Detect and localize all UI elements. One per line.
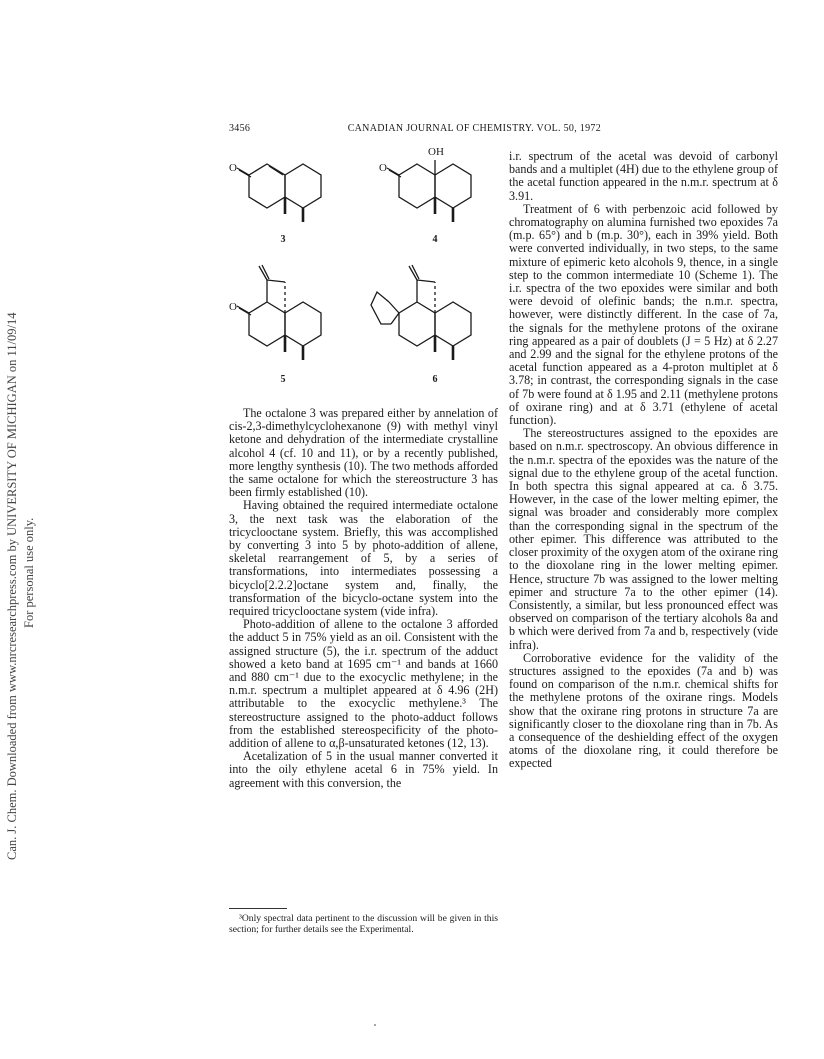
structure-3 bbox=[237, 164, 321, 222]
compound-label-3: 3 bbox=[280, 234, 286, 245]
running-header bbox=[229, 123, 601, 137]
paragraph: Having obtained the required intermediate octalone 3, the next task was the elaboration of the tricyclooctane system. Briefly, this was accomplished by converting 3 into 5 by photo-addition of allene, skeletal rearrangement of 5, by a series of transformations, into intermediates possessing a bicyclo[2.2.2]octane system and, finally, the transformation of the bicyclo-octane system into the required tricyclooctane system (vide infra). bbox=[229, 498, 498, 619]
journal-title: CANADIAN JOURNAL OF CHEMISTRY. VOL. 50, 1972 bbox=[347, 123, 601, 134]
footnote-rule bbox=[229, 908, 287, 909]
paragraph: Treatment of 6 with perbenzoic acid followed by chromatography on alumina furnished two epoxides 7a (m.p. 65°) and b (m.p. 30°), each in 39% yield. Both were converted individually, in two steps, to the same mixture of epimeric keto alcohols 9, thence, in a single step to the common intermediate 10 (Scheme 1). The i.r. spectra of the two epoxides were similar and both were devoid of olefinic bands; the n.m.r. spectra, however, were distinctly different. In the case of 7a, the signals for the methylene protons of the oxirane ring appeared as a pair of doublets (J = 5 Hz) at δ 2.27 and 2.99 and the signal for the ethylene protons of the acetal function appeared as a 4-proton multiplet at δ 3.78; in contrast, the corresponding signals in the case of 7b were found at δ 1.95 and 2.11 (methylene protons of oxirane ring) and at δ 3.71 (ethylene of acetal function). bbox=[509, 201, 778, 428]
footnote: ³Only spectral data pertinent to the discussion will be given in this section; for further details see the Experimental. bbox=[229, 913, 498, 936]
page-number: 3456 bbox=[229, 123, 251, 134]
hydroxyl-label: OH bbox=[428, 146, 444, 158]
left-column bbox=[229, 407, 498, 790]
structure-6 bbox=[371, 265, 471, 360]
oxo-label-5: O bbox=[229, 301, 237, 313]
right-column bbox=[509, 150, 778, 771]
personal-use-line: For personal use only. bbox=[22, 517, 36, 628]
compound-label-6: 6 bbox=[432, 374, 438, 385]
oxo-label-3: O bbox=[229, 162, 237, 174]
compound-label-5: 5 bbox=[280, 374, 286, 385]
chemical-structures bbox=[229, 142, 498, 402]
download-line: Can. J. Chem. Downloaded from www.nrcresearchpress.com by UNIVERSITY OF MICHIGAN on 11/09/14 bbox=[5, 312, 19, 860]
structures-figure bbox=[229, 142, 498, 402]
structure-4 bbox=[387, 160, 471, 222]
scan-speck bbox=[374, 1024, 376, 1026]
oxo-label-4: O bbox=[379, 162, 387, 174]
paragraph: i.r. spectrum of the acetal was devoid of carbonyl bands and a multiplet (4H) due to the ethylene group of the acetal function appeared in the n.m.r. spectrum at δ 3.91. bbox=[509, 149, 778, 203]
compound-label-4: 4 bbox=[432, 234, 438, 245]
paragraph: The octalone 3 was prepared either by annelation of cis-2,3-dimethylcyclohexanone (9) with methyl vinyl ketone and dehydration of the intermediate crystalline alcohol 4 (cf. 10 and 11), or by a recently published, more lengthy synthesis (10). The two methods afforded the same octalone for which the stereostructure 3 has been firmly established (10). bbox=[229, 406, 498, 500]
paragraph: Corroborative evidence for the validity of the structures assigned to the epoxides (7a and b) was found on comparison of the n.m.r. chemical shifts for the methylene protons of the oxirane rings. Models show that the oxirane ring protons in structure 7a are significantly closer to the dioxolane ring than in 7b. As a consequence of the deshielding effect of the oxygen atoms of the dioxolane ring, it could therefore be expected bbox=[509, 650, 778, 771]
download-stamp bbox=[4, 230, 38, 860]
paragraph: Photo-addition of allene to the octalone 3 afforded the adduct 5 in 75% yield as an oil. Consistent with the assigned structure (5), the i.r. spectrum of the adduct showed a keto band at 1695 cm⁻¹ and bands at 1660 and 880 cm⁻¹ due to the exocyclic methylene; in the n.m.r. spectrum a multiplet appeared at δ 4.96 (2H) attributable to the exocyclic methylene.³ The stereostructure assigned to the photo-adduct follows from the established stereospecificity of the photo-addition of allene to α,β-unsaturated ketones (12, 13). bbox=[229, 617, 498, 751]
paragraph: The stereostructures assigned to the epoxides are based on n.m.r. spectroscopy. An obvious difference in the n.m.r. spectra of the epoxides was the nature of the signal due to the ethylene group of the acetal function. In both spectra this signal appeared at ca. δ 3.75. However, in the case of the lower melting epimer, the signal was broader and considerably more complex than the corresponding signal in the spectrum of the other epimer. This difference was attributed to the closer proximity of the oxygen atom of the oxirane ring to the dioxolane ring in the lower melting epimer. Hence, structure 7b was assigned to the lower melting epimer and structure 7a to the other epimer (14). Consistently, a similar, but less pronounced effect was observed on comparison of the tertiary alcohols 8a and b which were derived from 7a and b, respectively (vide infra). bbox=[509, 426, 779, 652]
structure-5 bbox=[237, 265, 321, 360]
paragraph: Acetalization of 5 in the usual manner converted it into the oily ethylene acetal 6 in 75% yield. In agreement with this conversion, the bbox=[229, 749, 498, 790]
